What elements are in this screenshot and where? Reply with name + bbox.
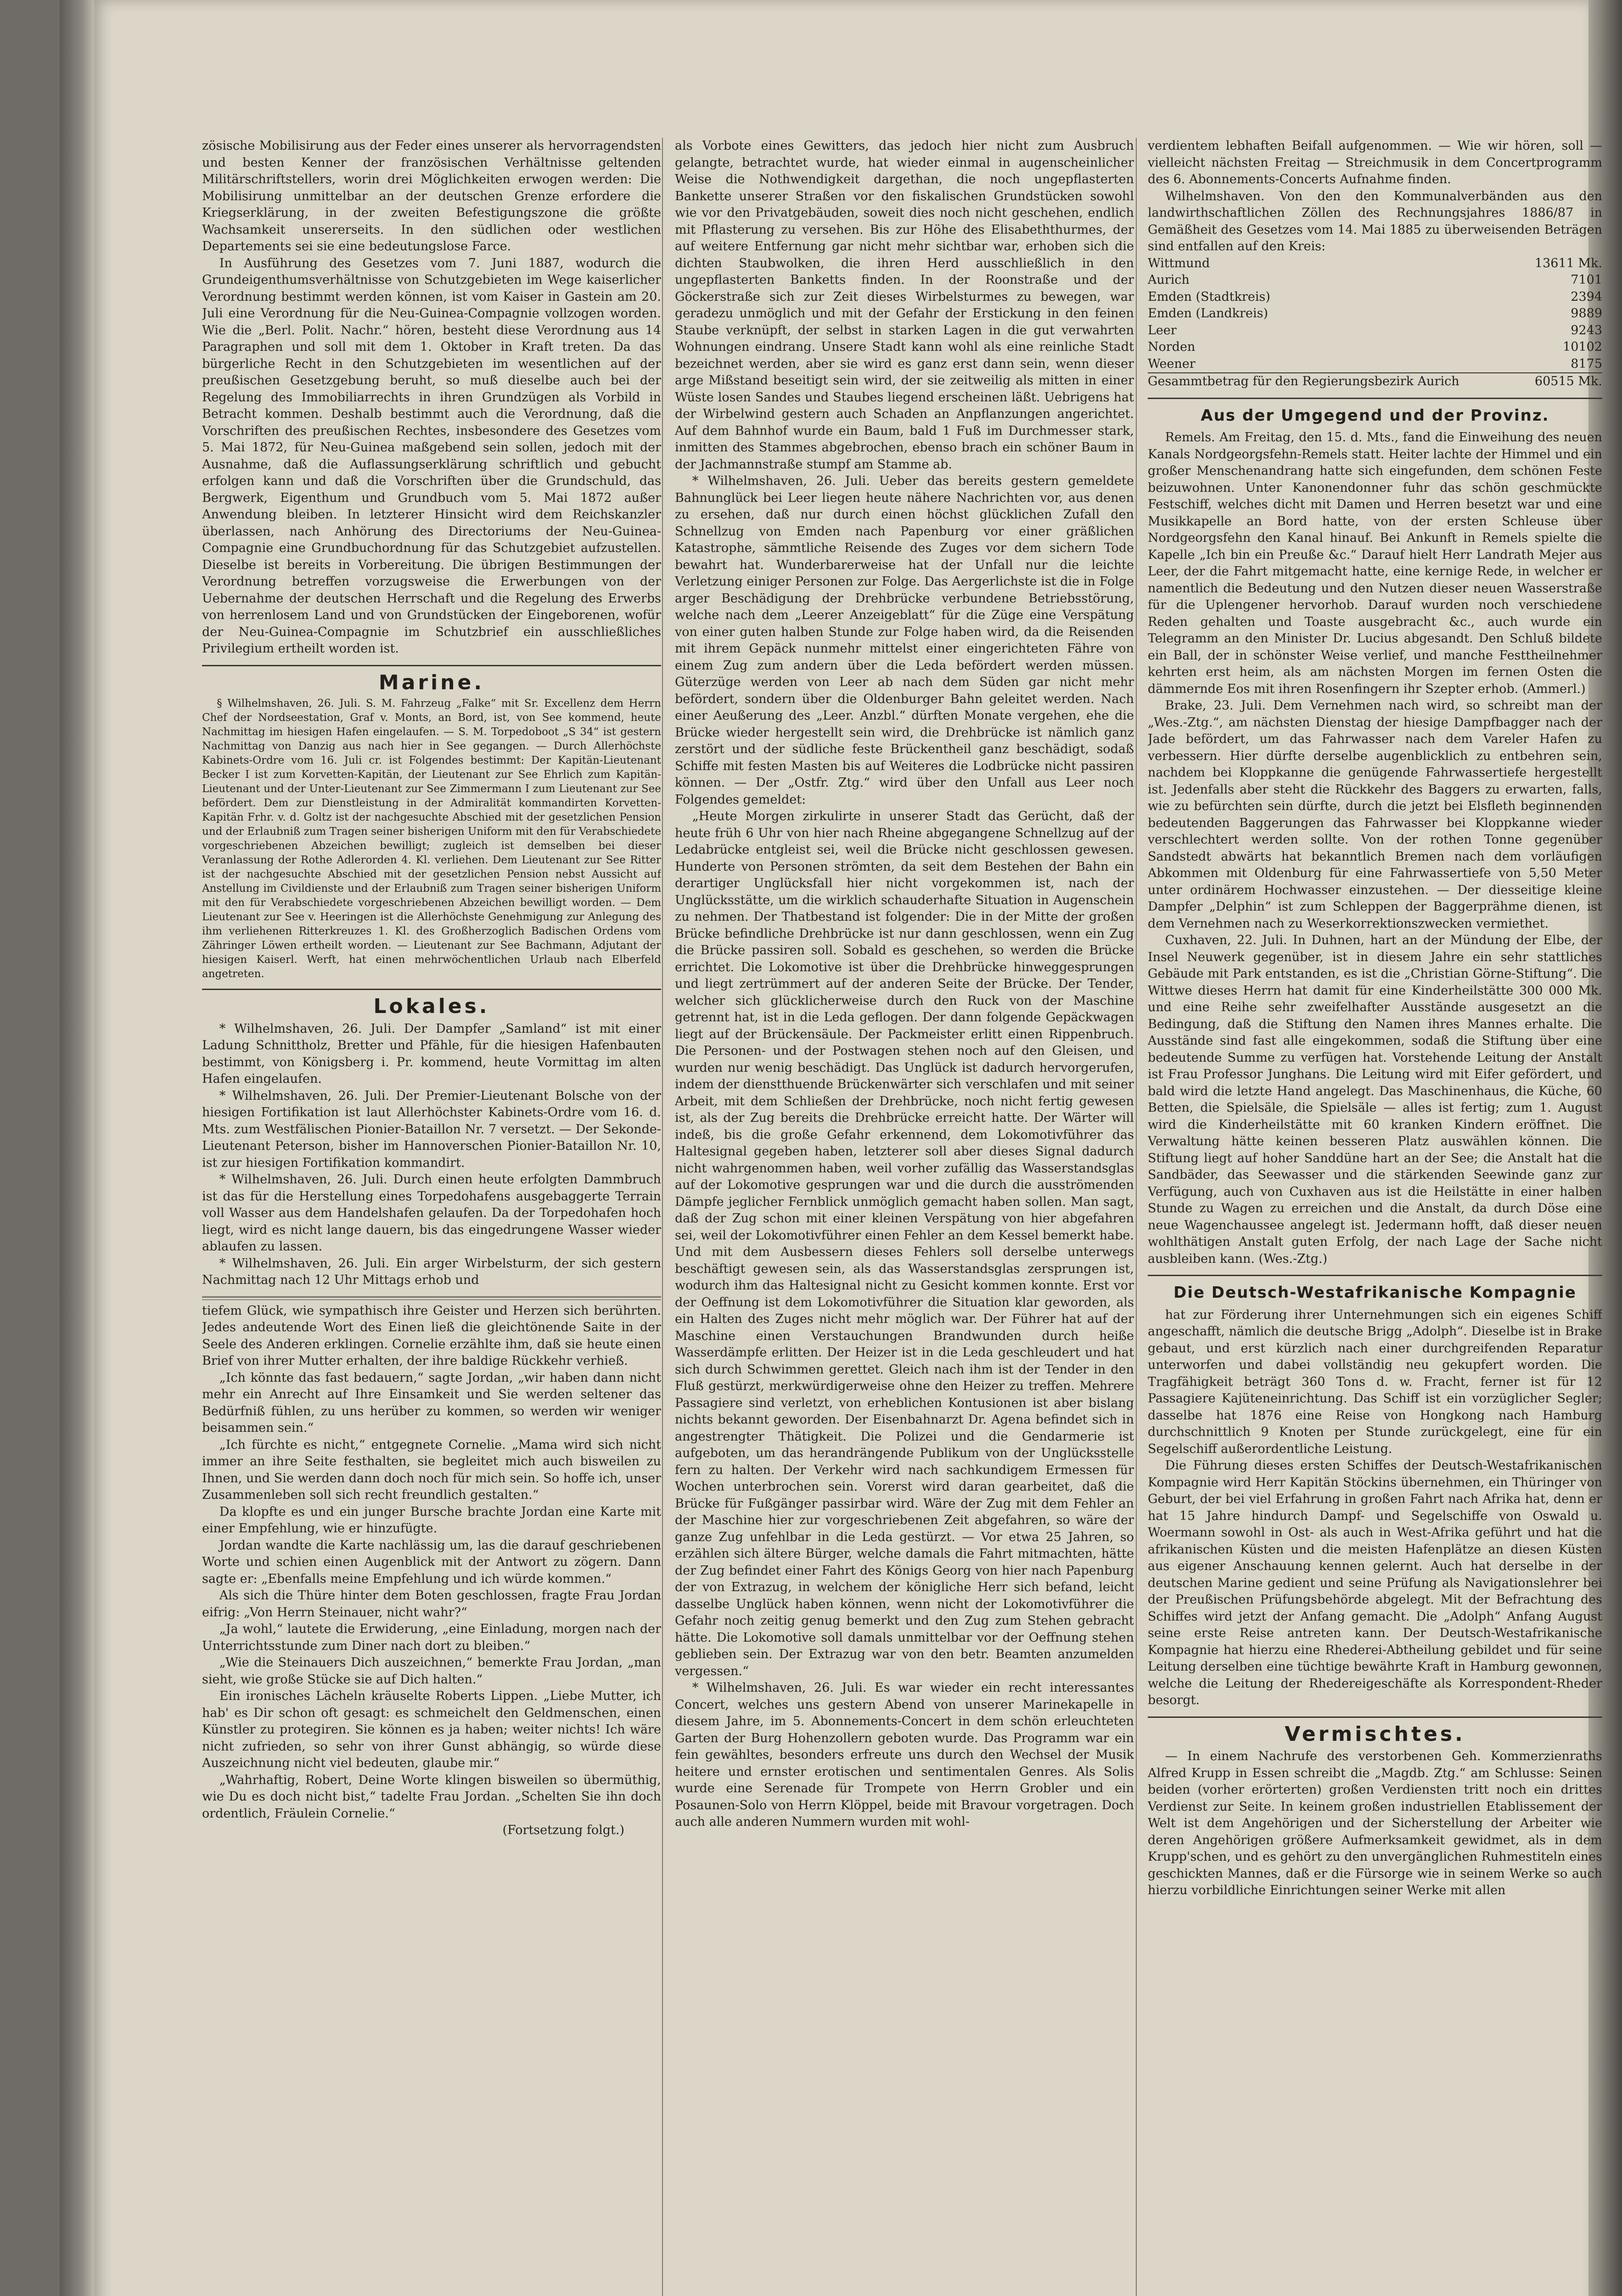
marine-article: § Wilhelmshaven, 26. Juli. S. M. Fahrzeug „Falke“ mit Sr. Excellenz dem Herrn Chef der Nordseestation, Graf v. Monts, an Bord, ist, von See kommend, heute Nachmittag im hiesigen Hafen eingelaufen. — S. M. Torpedoboot „S 34“ ist gestern Nachmittag von Danzig aus nach hier in See gegangen. — Durch Allerhöchste Kabinets-Ordre vom 16. Juli cr. ist Folgendes bestimmt: Der Kapitän-Lieutenant Becker I ist zum Korvetten-Kapitän, der Lieutenant zur See Ehrlich zum Kapitän-Lieutenant und der Unter-Lieutenant zur See Zimmermann I zum Lieutenant zur See befördert. Dem zur Dienstleistung in der Admiralität kommandirten Korvetten-Kapitän Frhr. v. d. Goltz ist der nachgesuchte Abschied mit der gesetzlichen Pension und der Erlaubniß zum Tragen seiner bisherigen Uniform mit den für Verabschiedete vorgeschriebenen Abzeichen bewilligt; zugleich ist demselben bei dieser Veranlassung der Rothe Adlerorden 4. Kl. verliehen. Dem Lieutenant zur See Ritter ist der nachgesuchte Abschied mit der gesetzlichen Pension nebst Aussicht auf Anstellung im Civildienste und der Erlaubniß zum Tragen seiner bisherigen Uniform mit den für Verabschiedete vorgeschriebenen Abzeichen bewilligt worden. — Dem Lieutenant zur See v. Heeringen ist die Allerhöchste Genehmigung zur Anlegung des ihm verliehenen Ritterkreuzes 1. Kl. des Großherzoglich Badischen Ordens vom Zähringer Löwen ertheilt worden. — Lieutenant zur See Bachmann, Adjutant der hiesigen Kaiserl. Werft, hat einen mehrwöchentlichen Urlaub nach Elberfeld angetreten. <box>202 698 661 980</box>
section-heading-lokales: Lokales. <box>373 995 490 1018</box>
feuilleton-paragraph: Jordan wandte die Karte nachlässig um, las die darauf geschriebenen Worte und schien einen Augenblick mit der Antwort zu zögern. Dann sagte er: „Ebenfalls meine Empfehlung und ich würde kommen.“ <box>202 1538 661 1586</box>
feuilleton-paragraph: Als sich die Thüre hinter dem Boten geschlossen, fragte Frau Jordan eifrig: „Von Herrn Steinauer, nicht wahr?“ <box>202 1588 661 1620</box>
tax-amount: 8175 <box>1571 356 1602 371</box>
section-heading-umgegend: Aus der Umgegend und der Provinz. <box>1201 406 1549 425</box>
article-paragraph: In Ausführung des Gesetzes vom 7. Juni 1887, wodurch die Grundeigenthumsverhältnisse von Schutzgebieten im Wege kaiserlicher Verordnung bestimmt werden können, ist vom Kaiser in Gastein am 20. Juli eine Verordnung für die Neu-Guinea-Compagnie vollzogen worden. Wie die „Berl. Polit. Nachr.“ hören, besteht diese Verordnung aus 14 Paragraphen und soll mit dem 1. Oktober in Kraft treten. Da das bürgerliche Recht in den Schutzgebieten im wesentlichen auf der preußischen Gesetzgebung beruht, so muß dieselbe auch bei der Regelung des Immobiliarrechts in ihren Grundzügen als Vorbild in Betracht kommen. Deshalb bestimmt auch die Verordnung, daß die Vorschriften des preußischen Rechtes, insbesondere des Gesetzes vom 5. Mai 1872, für Neu-Guinea maßgebend sein sollen, jedoch mit der Ausnahme, daß die Auflassungserklärung schriftlich und gebucht erfolgen kann und daß die Vorschriften über die Grundschuld, das Bergwerk, Eigenthum und Grundbuch vom 5. Mai 1872 außer Anwendung bleiben. In letzterer Hinsicht wird dem Reichskanzler überlassen, nach Anhörung des Directoriums der Neu-Guinea-Compagnie eine Grundbuchordnung für das Schutzgebiet aufzustellen. Dieselbe ist bereits in Vorbereitung. Die übrigen Bestimmungen der Verordnung betreffen vorzugsweise die Erwerbungen von der Uebernahme der deutschen Herrschaft und die Regelung des Erwerbs von herrenlosem Land und von Grundstücken der Eingeborenen, wofür der Neu-Guinea-Compagnie im Schutzbrief ein ausschließliches Privilegium ertheilt worden ist. <box>202 256 661 656</box>
section-heading-marine: Marine. <box>378 670 485 694</box>
column-middle <box>675 138 1134 2296</box>
tax-amount: 2394 <box>1571 289 1602 304</box>
article-paragraph: Wilhelmshaven. Von den den Kommunalverbänden aus den landwirthschaftlichen Zöllen des Rechnungsjahres 1886/87 in Gemäßheit des Gesetzes vom 14. Mai 1885 zu überweisenden Beträgen sind entfallen auf den Kreis: <box>1148 189 1602 253</box>
feuilleton-rule <box>202 1296 661 1300</box>
column-left <box>202 138 661 2296</box>
article-paragraph: * Wilhelmshaven, 26. Juli. Ueber das bereits gestern gemeldete Bahnunglück bei Leer liegen heute nähere Nachrichten vor, aus denen zu ersehen, daß nur durch einen höchst glücklichen Zufall den Schnellzug von Emden nach Papenburg vor einer gräßlichen Katastrophe, sämmtliche Reisende des Zuges vor dem sichern Tode bewahrt hat. Wunderbarerweise hat der Unfall nur die leichte Verletzung einiger Personen zur Folge. Das Aergerlichste ist die in Folge arger Beschädigung der Drehbrücke verbundene Betriebsstörung, welche nach dem „Leerer Anzeigeblatt“ für die Züge eine Verspätung von einer guten halben Stunde zur Folge haben wird, da die Reisenden mit ihrem Gepäck nunmehr mittelst einer eingerichteten Fähre von einem Zug zum andern über die Leda befördert werden müssen. Güterzüge werden von Leer ab nach dem Süden gar nicht mehr befördert, sondern über die Oldenburger Bahn geleitet werden. Nach einer Aeußerung des „Leer. Anzbl.“ dürften Monate vergehen, ehe die Brücke wieder hergestellt sein wird, die Drehbrücke ist nämlich ganz zerstört und der südliche feste Brückentheil ganz beschädigt, sodaß Schiffe mit festen Masten bis auf Weiteres die Lodbrücke nicht passiren können. — Der „Ostfr. Ztg.“ wird über den Unfall aus Leer noch Folgendes gemeldet: <box>675 474 1134 807</box>
column-divider <box>1136 138 1137 2296</box>
tax-amount: 9243 <box>1571 323 1602 338</box>
news-item: * Wilhelmshaven, 26. Juli. Ein arger Wirbelsturm, der sich gestern Nachmittag nach 12 Uhr Mittags erhob und <box>202 1256 661 1287</box>
tax-row <box>1148 289 1602 306</box>
tax-row <box>1148 255 1602 272</box>
news-item: * Wilhelmshaven, 26. Juli. Der Premier-Lieutenant Bolsche von der hiesigen Fortifikation ist laut Allerhöchster Kabinets-Ordre vom 16. d. Mts. zum Westfälischen Pionier-Bataillon Nr. 7 versetzt. — Der Sekonde-Lieutenant Peterson, bisher im Hannoverschen Pionier-Bataillon Nr. 10, ist zur hiesigen Fortifikation kommandirt. <box>202 1088 661 1170</box>
tax-district: Leer <box>1148 323 1177 338</box>
feuilleton-paragraph: tiefem Glück, wie sympathisch ihre Geister und Herzen sich berührten. Jedes andeutende Wort des Einen ließ die gleichtönende Saite in der Seele des Anderen erklingen. Cornelie erzählte ihm, daß sie heute einen Brief von ihrer Mutter erhalten, der ihre baldige Rückkehr verhieß. <box>202 1303 661 1368</box>
book-binding-shadow <box>60 0 96 2296</box>
tax-district: Weener <box>1148 356 1195 371</box>
feuilleton-paragraph: „Ja wohl,“ lautete die Erwiderung, „eine Einladung, morgen nach der Unterrichtsstunde zum Diner nach dort zu bleiben.“ <box>202 1622 661 1653</box>
feuilleton-paragraph: Ein ironisches Lächeln kräuselte Roberts Lippen. „Liebe Mutter, ich hab' es Dir schon oft gesagt: es schmeichelt den Geldmenschen, einen Künstler zu protegiren. Sie können es ja haben; weiter nichts! Ich wäre nicht zufrieden, so sehr von ihrer Gunst abhängig, so würde diese Auszeichnung nicht viel bedeuten, glaube mir.“ <box>202 1689 661 1770</box>
news-item: Brake, 23. Juli. Dem Vernehmen nach wird, so schreibt man der „Wes.-Ztg.“, am nächsten Dienstag der hiesige Dampfbagger nach der Jade befördert, um das Fahrwasser nach dem Vareler Hafen zu verbessern. Hier dürfte derselbe augenblicklich zu entbehren sein, nachdem bei Kloppkanne die genügende Fahrwassertiefe hergestellt ist. Jedenfalls aber steht die Rückkehr des Baggers zu erwarten, falls, wie zu befürchten sein dürfte, durch die jetzt bei Elsfleth beginnenden bedeutenden Baggerungen das Fahrwasser bei Kloppkanne wieder verschlechtert werden sollte. Von der rothen Tonne gegenüber Sandstedt abwärts hat bekanntlich Bremen nach dem vorläufigen Abkommen mit Oldenburg für eine Fahrwassertiefe von 5,50 Meter unter ordinärem Hochwasser einzustehen. — Der diesseitige kleine Dampfer „Delphin“ ist zum Schleppen der Baggerprähme dienen, ist dem Vernehmen nach zu Weserkorrektionszwecken vermiethet. <box>1148 698 1602 931</box>
tax-row <box>1148 322 1602 339</box>
article-paragraph: Die Führung dieses ersten Schiffes der Deutsch-Westafrikanischen Kompagnie wird Herr Kapitän Stöckins übernehmen, ein Thüringer von Geburt, der bei viel Erfahrung in großen Fahrt nach Afrika hat, denn er hat 15 Jahre hindurch Dampf- und Segelschiffe von Oswald u. Woermann sowohl in Ost- als auch in West-Afrika geführt und hat die afrikanischen Küsten und die meisten Hafenplätze an diesen Küsten aus eigener Anschauung kennen gelernt. Auch hat derselbe in der deutschen Marine gedient und seine Prüfung als Navigationslehrer bei der Preußischen Prüfungsbehörde abgelegt. Mit der Befrachtung des Schiffes wird jetzt der Anfang gemacht. Die „Adolph“ Anfang August seine erste Reise antreten kann. Der Deutsch-Westafrikanische Kompagnie hat hierzu eine Rhederei-Abtheilung gebildet und für seine Leitung derselben eine tüchtige bewährte Kraft in Hamburg gewonnen, welche die Leitung der Rhedereigeschäfte als Korrespondent-Rheder besorgt. <box>1148 1458 1602 1707</box>
news-item: * Wilhelmshaven, 26. Juli. Der Dampfer „Samland“ ist mit einer Ladung Schnittholz, Bretter und Pfähle, für die hiesigen Hafenbauten bestimmt, von Königsberg i. Pr. kommend, heute Vormittag im alten Hafen eingelaufen. <box>202 1021 661 1086</box>
section-rule <box>1148 1716 1602 1718</box>
news-item: * Wilhelmshaven, 26. Juli. Durch einen heute erfolgten Dammbruch ist das für die Herstellung eines Torpedohafens ausgebaggerte Terrain voll Wasser aus dem Handelshafen gelaufen. Da der Torpedohafen hoch liegt, wird es nicht lange dauern, bis das eingedrungene Wasser wieder ablaufen zu lassen. <box>202 1172 661 1254</box>
news-item: Cuxhaven, 22. Juli. In Duhnen, hart an der Mündung der Elbe, der Insel Neuwerk gegenüber, ist in diesem Jahre ein sehr stattliches Gebäude mit Park entstanden, es ist die „Christian Görne-Stiftung“. Die Wittwe dieses Herrn hat damit für eine Kinderheilstätte 300 000 Mk. und eine Reihe sehr zweifelhafter Ausstände ausgesetzt an die Bedingung, daß die Stiftung den Namen ihres Mannes erhalte. Die Ausstände sind fast alle eingekommen, sodaß die Stiftung über eine bedeutende Summe zu verfügen hat. Vorstehende Leitung der Anstalt ist Frau Professor Junghans. Die Leitung wird mit Eifer gefördert, und bald wird die letzte Hand angelegt. Das Maschinenhaus, die Küche, 60 Betten, die Spielsäle, die Spielsäle — alles ist fertig; zum 1. August wird die Kinderheilstätte mit 60 kranken Kindern eröffnet. Die Verwaltung hätte keinen besseren Platz auswählen können. Die Stiftung liegt auf hoher Sanddüne hart an der See; die Anstalt hat die Sandbäder, das Seewasser und die stärkenden Seewinde ganz zur Verfügung, auch von Cuxhaven aus ist die Heilstätte in einer halben Stunde zu Wagen zu erreichen und die Anstalt, da durch Döse eine neue Wagenchaussee angelegt ist. Jedermann hofft, daß dieser neuen wohlthätigen Anstalt guten Erfolg, der nach Lage der Sache nicht ausbleiben kann. (Wes.-Ztg.) <box>1148 933 1602 1266</box>
tax-row <box>1148 305 1602 322</box>
tax-district: Emden (Stadtkreis) <box>1148 289 1270 304</box>
tax-total-value: 60515 Mk. <box>1529 373 1602 390</box>
section-rule <box>202 989 661 990</box>
article-paragraph: * Wilhelmshaven, 26. Juli. Es war wieder ein recht interessantes Concert, welches uns gestern Abend von unserer Marinekapelle in diesem Jahre, im 5. Abonnements-Concert in dem schön erleuchteten Garten der Burg Hohenzollern geboten wurde. Das Programm war ein fein gewähltes, besonders erfreute uns durch den Wechsel der Musik heitere und ernster erotischen und sentimentalen Genres. Als Solis wurde eine Serenade für Trompete von Herrn Grobler und ein Posaunen-Solo von Herrn Klöppel, beide mit Bravour vorgetragen. Doch auch alle anderen Nummern wurden mit wohl- <box>675 1681 1134 1829</box>
article-paragraph: hat zur Förderung ihrer Unternehmungen sich ein eigenes Schiff angeschafft, nämlich die deutsche Brigg „Adolph“. Dieselbe ist in Brake gebaut, und erst kürzlich nach einer durchgreifenden Reparatur unterworfen und dabei vollständig neu gekupfert worden. Die Tragfähigkeit beträgt 360 Tons d. w. Fracht, ferner ist für 12 Passagiere Kajüteneinrichtung. Das Schiff ist ein vorzüglicher Segler; dasselbe hat 1876 eine Reise von Hongkong nach Hamburg durchschnittlich 9 Knoten per Stunde zurückgelegt, eine für ein Segelschiff außerordentliche Leistung. <box>1148 1307 1602 1456</box>
section-rule <box>1148 1275 1602 1276</box>
continuation-note: (Fortsetzung folgt.) <box>502 1823 624 1837</box>
news-item: Remels. Am Freitag, den 15. d. Mts., fand die Einweihung des neuen Kanals Nordgeorgsfehn-Remels statt. Heiter lachte der Himmel und ein großer Menschenandrang hatte sich eingefunden, dem schönen Feste beizuwohnen. Unter Kanonendonner fuhr das schön geschmückte Festschiff, welches dicht mit Damen und Herren besetzt war und eine Musikkapelle an Bord hatte, von der ersten Schleuse über Nordgeorgsfehn den Kanal hinauf. Bei Ankunft in Remels spielte die Kapelle „Ich bin ein Preuße &c.“ Darauf hielt Herr Landrath Mejer aus Leer, der die Fahrt mitgemacht hatte, eine kernige Rede, in welcher er namentlich die Bedeutung und den Nutzen dieser neuen Wasserstraße für die Uplengener hervorhob. Darauf wurden noch verschiedene Reden gehalten und Toaste ausgebracht &c., auch wurde ein Telegramm an den Minister Dr. Lucius abgesandt. Den Schluß bildete ein Ball, der in schönster Weise verlief, und manche Festtheilnehmer kehrten erst heim, als am nächsten Morgen im fernen Osten die dämmernde Eos mit ihren Rosenfingern ihr Szepter erhob. (Ammerl.) <box>1148 430 1602 696</box>
article-paragraph: „Heute Morgen zirkulirte in unserer Stadt das Gerücht, daß der heute früh 6 Uhr von hier nach Rheine abgegangene Schnellzug auf der Ledabrücke entgleist sei, weil die Brücke nicht geschlossen gewesen. Hunderte von Personen strömten, da seit dem Bestehen der Bahn ein derartiger Unglücksfall hier nicht vorgekommen ist, nach der Unglücksstätte, um die wirklich schauderhafte Situation in Augenschein zu nehmen. Der Thatbestand ist folgender: Die in der Mitte der großen Brücke befindliche Drehbrücke ist nur dann geschlossen, wenn ein Zug die Brücke passiren soll. Sobald es geschehen, so werden die Brücke errichtet. Die Lokomotive ist über die Drehbrücke hinweggesprungen und liegt zertrümmert auf der anderen Seite der Brücke. Der Tender, welcher sich glücklicherweise durch den Ruck von der Maschine getrennt hat, ist in die Leda geflogen. Der dann folgende Gepäckwagen liegt auf der Brückensäule. Der Packmeister erlitt einen Rippenbruch. Die Personen- und der Postwagen stehen noch auf den Gleisen, und wurden nur wenig beschädigt. Das Unglück ist dadurch hervorgerufen, indem der dienstthuende Brückenwärter sich verschlafen und mit seiner Arbeit, mit dem Schließen der Drehbrücke, noch nicht fertig gewesen ist, als der Zug bereits die Drehbrücke erreicht hatte. Der Wärter will indeß, bis die große Gefahr erkennend, dem Lokomotivführer das Haltesignal gegeben haben, letzterer soll aber dieses Signal dadurch nicht wahrgenommen haben, weil vorher zufällig das Wasserstandsglas auf der Lokomotive gesprungen war und die durch die ausströmenden Dämpfe jeglicher Fernblick unmöglich gemacht haben sollen. Man sagt, daß der Zug schon mit einer kleinen Verspätung von hier abgefahren sei, weil der Lokomotivführer einen Fehler an dem Kessel bemerkt habe. Und mit dem Ausbessern dieses Fehlers soll derselbe unterwegs beschäftigt gewesen sein, als das Wasserstandsglas zersprungen ist, wodurch ihm das Haltesignal nicht zu Gesicht kommen konnte. Erst vor der Oeffnung ist dem Lokomotivführer die Situation klar geworden, als ein Halten des Zuges nicht mehr möglich war. Der Führer hat auf der Maschine einen Verstauchungen Brandwunden durch heiße Wasserdämpfe erlitten. Der Heizer ist in die Leda geschleudert und hat sich durch Schwimmen gerettet. Gleich nach ihm ist der Tender in den Fluß gestürzt, merkwürdigerweise ohne den Heizer zu treffen. Mehrere Passagiere sind verletzt, von erheblichen Kontusionen ist aber bislang nichts bekannt geworden. Der Eisenbahnarzt Dr. Agena befindet sich in angestrengter Thätigkeit. Die Polizei und die Gendarmerie ist aufgeboten, um das herandrängende Publikum von der Unglücksstelle fern zu halten. Der Verkehr wird nach sachkundigem Ermessen für Wochen unterbrochen sein. Vorerst wird daran gearbeitet, daß die Brücke für Fußgänger passirbar wird. Wäre der Zug mit dem Fehler an der Maschine hier zur vorgeschriebenen Zeit abgefahren, so wäre der ganze Zug unfehlbar in die Leda gestürzt. — Vor etwa 25 Jahren, so erzählen sich ältere Bürger, welche damals die Fahrt mitmachten, hätte der Zug befindet einer Fahrt des Königs Georg von hier nach Papenburg der von Extrazug, in welchem der königliche Herr sich befand, leicht dasselbe Unglück haben können, wenn nicht der Lokomotivführer die Gefahr noch zeitig genug bemerkt und den Zug zum Stehen gebracht hätte. Die Lokomotive soll damals unmittelbar vor der Oeffnung stehen geblieben sein. Der Extrazug war von den betr. Beamten anzumelden vergessen.“ <box>675 809 1134 1678</box>
column-right <box>1148 138 1602 2296</box>
tax-amount: 7101 <box>1571 273 1602 287</box>
feuilleton-paragraph: „Ich könnte das fast bedauern,“ sagte Jordan, „wir haben dann nicht mehr ein Anrecht auf Ihre Einsamkeit und Sie werden seltener das Bedürfniß fühlen, zu uns herüber zu kommen, so werden wir weniger beisammen sein.“ <box>202 1370 661 1435</box>
tax-total-row <box>1148 373 1602 390</box>
tax-total-label: Gesammtbetrag für den Regierungsbezirk Aurich <box>1148 373 1529 390</box>
article-paragraph: zösische Mobilisirung aus der Feder eines unserer als hervorragendsten und besten Kenner der französischen Verhältnisse geltenden Militärschriftstellers, worin drei Möglichkeiten erwogen werden: Die Mobilisirung unmittelbar an der deutschen Grenze erfordere die Kriegserklärung, in der zweiten Befestigungszone die größte Wachsamkeit unsererseits. In den südlichen oder westlichen Departements sei sie eine bedeutungslose Farce. <box>202 139 661 253</box>
tax-row <box>1148 339 1602 356</box>
article-paragraph: verdientem lebhaften Beifall aufgenommen. — Wie wir hören, soll — vielleicht nächsten Freitag — Streichmusik in dem Concertprogramm des 6. Abonnements-Concerts Aufnahme finden. <box>1148 139 1602 186</box>
column-divider <box>662 138 663 2296</box>
section-rule <box>1148 398 1602 399</box>
feuilleton-paragraph: „Ich fürchte es nicht,“ entgegnete Cornelie. „Mama wird sich nicht immer an ihre Seite festhalten, sie begleitet mich auch bisweilen zu Ihnen, und Sie werden dann doch noch für mich sein. So hoffe ich, unser Zusammenleben soll sich recht freundlich gestalten.“ <box>202 1437 661 1502</box>
feuilleton-paragraph: Da klopfte es und ein junger Bursche brachte Jordan eine Karte mit einer Empfehlung, wie er hinzufügte. <box>202 1504 661 1536</box>
section-heading-kompagnie: Die Deutsch-Westafrikanische Kompagnie <box>1173 1283 1577 1302</box>
tax-amount: 9889 <box>1571 306 1602 321</box>
tax-row <box>1148 272 1602 289</box>
tax-distribution-table <box>1148 255 1602 390</box>
section-heading-vermischtes: Vermischtes. <box>1285 1722 1465 1746</box>
feuilleton-paragraph: „Wahrhaftig, Robert, Deine Worte klingen bisweilen so übermüthig, wie Du es doch nicht bist,“ tadelte Frau Jordan. „Schelten Sie ihn doch ordentlich, Fräulein Cornelie.“ <box>202 1773 661 1821</box>
tax-row <box>1148 356 1602 373</box>
tax-amount: 13611 Mk. <box>1534 256 1602 270</box>
tax-district: Norden <box>1148 340 1195 354</box>
tax-amount: 10102 <box>1563 340 1602 354</box>
tax-district: Aurich <box>1148 273 1190 287</box>
article-paragraph: als Vorbote eines Gewitters, das jedoch hier nicht zum Ausbruch gelangte, betrachtet wurde, hat wieder einmal in augenscheinlicher Weise die Nothwendigkeit dargethan, die noch ungepflasterten Bankette unserer Straßen vor den fiskalischen Grundstücken sowohl wie vor den Privatgebäuden, soweit dies noch nicht geschehen, endlich mit Pflasterung zu versehen. Bis zur Höhe des Elisabeththurmes, der auf weitere Entfernung gar nicht mehr sichtbar war, erhoben sich die dichten Staubwolken, die ihren Herd ausschließlich in den ungepflasterten Banketts finden. In der Roonstraße und der Göckerstraße sich zur Zeit dieses Wirbelsturmes zu bewegen, war geradezu unmöglich und mit der Gefahr der Erstickung in den feinen Staube verknüpft, der selbst in starken Lagen in die gut verwahrten Wohnungen eindrang. Unsere Stadt kann wohl als eine reinliche Stadt bezeichnet werden, aber sie wird es ganz erst dann sein, wenn dieser arge Mißstand beseitigt sein wird, der sie zeitweilig als mitten in einer Wüste losen Sandes und Staubes liegend erscheinen läßt. Uebrigens hat der Wirbelwind gestern auch Schaden an Anpflanzungen angerichtet. Auf dem Bahnhof wurde ein Baum, bald 1 Fuß im Durchmesser stark, inmitten des Stammes abgebrochen, ebenso brach ein schöner Baum in der Jachmannstraße stumpf am Stamme ab. <box>675 139 1134 472</box>
section-rule <box>202 665 661 666</box>
tax-district: Wittmund <box>1148 256 1210 270</box>
feuilleton-paragraph: „Wie die Steinauers Dich auszeichnen,“ bemerkte Frau Jordan, „man sieht, wie große Stücke sie auf Dich halten.“ <box>202 1655 661 1687</box>
tax-district: Emden (Landkreis) <box>1148 306 1268 321</box>
article-paragraph: — In einem Nachrufe des verstorbenen Geh. Kommerzienraths Alfred Krupp in Essen schreibt die „Magdb. Ztg.“ am Schlusse: Seinen beiden (vorher erörterten) großen Verdiensten tritt noch ein drittes Verdienst zur Seite. In keinem großen industriellen Etablissement der Welt ist dem Angehörigen und der Sicherstellung der Arbeiter wie deren Angehörigen größere Aufmerksamkeit gewidmet, als in dem Krupp'schen, und es gehört zu den unvergänglichen Ruhmestiteln eines geschickten Mannes, daß er die Fürsorge wie in seinem Werke so auch hierzu vorbildliche Einrichtungen seiner Werke mit allen <box>1148 1749 1602 1897</box>
